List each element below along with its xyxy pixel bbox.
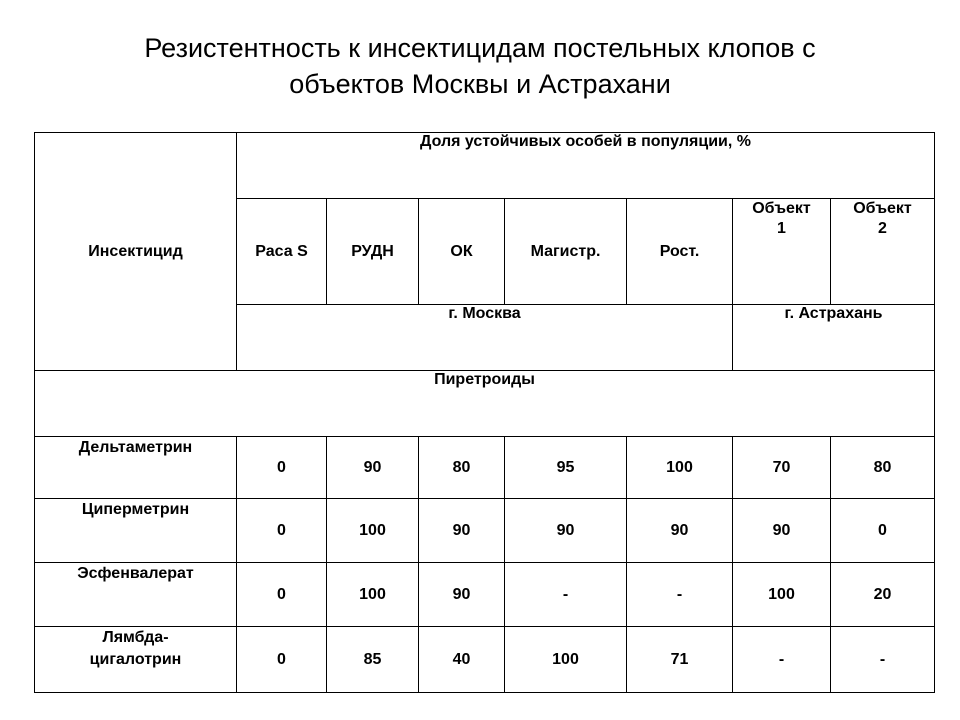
column-header-rost: Рост.	[627, 199, 733, 305]
value-cell: 90	[419, 499, 505, 563]
value-cell: -	[627, 563, 733, 627]
value-cell: 90	[733, 499, 831, 563]
table-row	[35, 563, 935, 627]
value-cell: 0	[237, 627, 327, 693]
value-cell: -	[831, 627, 935, 693]
table-row	[35, 499, 935, 563]
value-cell: 80	[831, 437, 935, 499]
column-header-rudn: РУДН	[327, 199, 419, 305]
value-cell: 100	[327, 499, 419, 563]
value-cell: 0	[831, 499, 935, 563]
value-cell: 85	[327, 627, 419, 693]
row-name-cypermethrin: Циперметрин	[35, 499, 237, 563]
share-header: Доля устойчивых особей в популяции, %	[237, 133, 935, 199]
value-cell: 90	[505, 499, 627, 563]
value-cell: 100	[627, 437, 733, 499]
city-astrakhan: г. Астрахань	[733, 305, 935, 371]
value-cell: 80	[419, 437, 505, 499]
value-cell: 0	[237, 437, 327, 499]
insecticide-header: Инсектицид	[35, 133, 237, 371]
slide-title-line-1: Резистентность к инсектицидам постельных клопов с	[144, 33, 816, 63]
slide-title-line-2: объектов Москвы и Астрахани	[289, 69, 671, 99]
row-name-lambda-cyhalothrin: Лямбда- цигалотрин	[35, 627, 237, 693]
value-cell: 40	[419, 627, 505, 693]
value-cell: 100	[733, 563, 831, 627]
column-header-ok: ОК	[419, 199, 505, 305]
value-cell: 71	[627, 627, 733, 693]
value-cell: 20	[831, 563, 935, 627]
table-row	[35, 627, 935, 693]
value-cell: -	[733, 627, 831, 693]
row-name-esfenvalerate: Эсфенвалерат	[35, 563, 237, 627]
city-moscow: г. Москва	[237, 305, 733, 371]
value-cell: -	[505, 563, 627, 627]
table-row	[35, 437, 935, 499]
row-name-deltamethrin: Дельтаметрин	[35, 437, 237, 499]
value-cell: 90	[627, 499, 733, 563]
value-cell: 100	[505, 627, 627, 693]
value-cell: 90	[327, 437, 419, 499]
value-cell: 90	[419, 563, 505, 627]
slide-title	[60, 30, 900, 102]
column-header-object-2: Объект 2	[831, 199, 935, 305]
resistance-table	[34, 132, 935, 693]
column-header-magistr: Магистр.	[505, 199, 627, 305]
value-cell: 0	[237, 563, 327, 627]
value-cell: 95	[505, 437, 627, 499]
column-header-object-1: Объект 1	[733, 199, 831, 305]
group-pyrethroids: Пиретроиды	[35, 371, 935, 437]
value-cell: 100	[327, 563, 419, 627]
value-cell: 70	[733, 437, 831, 499]
column-header-rasa-s: Раса S	[237, 199, 327, 305]
value-cell: 0	[237, 499, 327, 563]
